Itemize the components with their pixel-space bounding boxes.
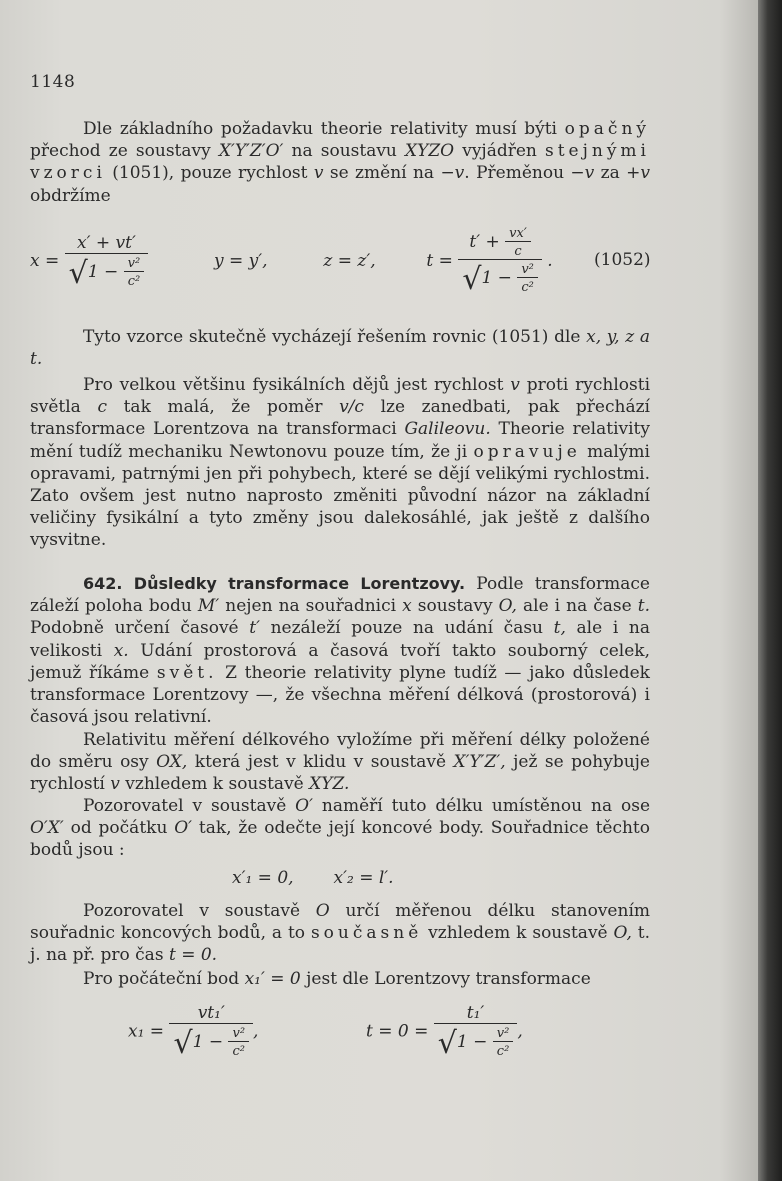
section-642: 642. Důsledky transformace Lorentzovy. Podle transformace záleží poloha bodu M′ nejen na souřadnici x soustavy O, ale i na čase t. Podobně určení časové t′ nezáleží pouze na udání času t, ale i na velikosti x. Udání prostorová a časová tvoří takto souborný celek, jemuž říkáme svět. Z theorie relativity plyne tudíž — jako důsledek transformace Lorentzovy —, že všechna měření délková (prostorová) i časová jsou relativní.: [30, 574, 650, 728]
equation-1052: x = x′ + vt′ √1 − $\frac{\text{v²}}{\text{c²}}$ y = y′, z = z′, t = t′ + $\frac{vx'}{c}$ √1 − $\frac{\text{v²}}{\text{c²}}$ .: [30, 226, 553, 297]
equation-z: z = z′,: [323, 251, 376, 271]
section-heading: 642. Důsledky transformace Lorentzovy.: [83, 574, 466, 593]
paragraph-initial-point: Pro počáteční bod x₁′ = 0 jest dle Lorentzovy transformace: [83, 969, 591, 989]
book-spine-edge: [758, 0, 782, 1181]
page-number: 1148: [30, 72, 76, 92]
fraction-t: t′ + $\frac{vx'}{c}$ √1 − $\frac{\text{v²}}{\text{c²}}$: [458, 226, 542, 297]
paragraph-observer-o-prime: Pozorovatel v soustavě O′ naměří tuto délku umístěnou na ose O′X′ od počátku O′ tak, že odečte její koncové body. Souřadnice těchto bodů jsou :: [30, 796, 651, 861]
paragraph-solution-note: Tyto vzorce skutečně vycházejí řešením rovnic (1051) dle x, y, z a t.: [30, 327, 651, 370]
paragraph-galileo: Pro velkou většinu fysikálních dějů jest rychlost v proti rychlosti světla c tak malá, že poměr v/c lze zanedbati, pak přechází transformace Lorentzova na transformaci Galileovu. Theorie relativity mění tudíž mechaniku Newtonovu pouze tím, že ji opravuje malými opravami, patrnými jen při pohybech, které se dějí velikými rychlostmi. Zato ovšem jest nutno naprosto změniti původní názor na základní veličiny fysikální a tyto změny jsou dalekosáhlé, jak ještě z dalšího vysvitne.: [30, 375, 651, 551]
equation-t-zero: t = 0 = t₁′ √1 − $\frac{\text{v²}}{\text{c²}}$ ,: [366, 1003, 523, 1061]
equation-y: y = y′,: [214, 251, 268, 271]
paragraph-intro: Dle základního požadavku theorie relativity musí býti opačný přechod ze soustavy X′Y′Z′O′ na soustavu XYZO vyjádřen stejnými vzorci (1051), pouze rychlost v se změní na −v. Přeměnou −v za +v obdržíme: [30, 119, 651, 206]
paragraph-length-measurement: Relativitu měření délkového vyložíme při měření délky položené do směru osy OX, která jest v klidu v soustavě X′Y′Z′, jež se pohybuje rychlostí v vzhledem k soustavě XYZ.: [30, 730, 650, 795]
equation-number-1052: (1052): [594, 250, 651, 270]
paragraph-observer-o: Pozorovatel v soustavě O určí měřenou délku stanovením souřadnic koncových bodů, a to současně vzhledem k soustavě O, t. j. na př. pro čas t = 0.: [30, 901, 651, 966]
equation-x1: x₁ = vt₁′ √1 − $\frac{\text{v²}}{\text{c²}}$ ,: [128, 1003, 259, 1061]
equation-endpoints: x′₁ = 0, x′₂ = l′.: [232, 868, 394, 888]
fraction-x: x′ + vt′ √1 − $\frac{\text{v²}}{\text{c²}}$: [65, 233, 149, 291]
